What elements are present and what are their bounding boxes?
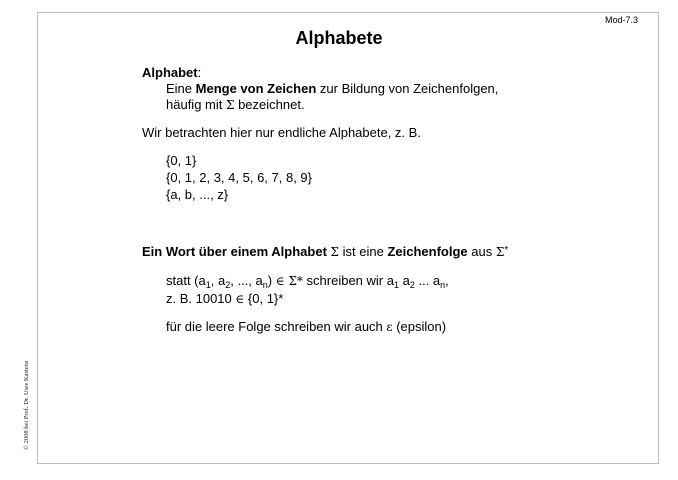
finite-intro: Wir betrachten hier nur endliche Alphabete, z. B. — [142, 125, 421, 140]
alphabet-def-line1-bold: Menge von Zeichen — [195, 81, 317, 96]
example-word-pre: z. B. 10010 — [166, 291, 236, 306]
statt-part: , ..., a — [230, 273, 263, 288]
example-word-line — [166, 290, 283, 308]
statt-part: a — [399, 273, 410, 288]
word-def-line — [142, 243, 508, 261]
statt-part: , — [445, 273, 449, 288]
word-def-post: aus — [467, 244, 496, 259]
copyright-note: © 2008 bei Prof. Dr. Uwe Kastens — [23, 360, 30, 450]
alphabet-def-line1-post: zur Bildung von Zeichenfolgen, — [316, 81, 499, 96]
subscript: n — [262, 280, 268, 290]
statt-line — [166, 272, 449, 290]
subscript: 1 — [393, 280, 399, 290]
sigma-symbol: Σ — [330, 245, 340, 259]
alphabet-colon: : — [197, 65, 202, 80]
alphabet-def-line2 — [166, 96, 305, 114]
statt-part: ) — [267, 273, 276, 288]
alphabet-def-line2-pre: häufig mit — [166, 97, 226, 112]
alphabet-term: Alphabet — [142, 65, 198, 80]
element-of-symbol: ∈ — [235, 292, 245, 306]
statt-part: schreiben wir a — [302, 273, 394, 288]
epsilon-pre: für die leere Folge schreiben wir auch — [166, 319, 387, 334]
epsilon-line — [166, 318, 446, 336]
sigma-symbol: Σ — [495, 245, 505, 259]
sigma-symbol: Σ — [225, 98, 235, 112]
statt-part: ... a — [414, 273, 441, 288]
statt-part: statt (a — [166, 273, 206, 288]
subscript: 1 — [205, 280, 211, 290]
alphabet-def-line2-post: bezeichnet. — [234, 97, 305, 112]
word-def-mid: ist eine — [339, 244, 388, 259]
kleene-star: * — [504, 245, 509, 256]
epsilon-post: (epsilon) — [392, 319, 447, 334]
epsilon-symbol: ε — [386, 320, 393, 334]
subscript: n — [440, 280, 446, 290]
example-word-post: {0, 1}* — [244, 291, 284, 306]
sigma-star-symbol: Σ* — [284, 274, 303, 288]
example-set-3: {a, b, ..., z} — [166, 187, 229, 202]
example-set-1: {0, 1} — [166, 153, 197, 168]
example-set-2: {0, 1, 2, 3, 4, 5, 6, 7, 8, 9} — [166, 170, 312, 185]
subscript: 2 — [225, 280, 231, 290]
alphabet-def-line1-pre: Eine — [166, 81, 196, 96]
element-of-symbol: ∈ — [275, 274, 285, 288]
page-title: Alphabete — [295, 28, 383, 48]
word-def-bold2: Zeichenfolge — [387, 244, 468, 259]
statt-part: , a — [210, 273, 226, 288]
subscript: 2 — [409, 280, 415, 290]
slide-id: Mod-7.3 — [604, 15, 638, 25]
word-def-bold1: Ein Wort über einem Alphabet — [142, 244, 327, 259]
